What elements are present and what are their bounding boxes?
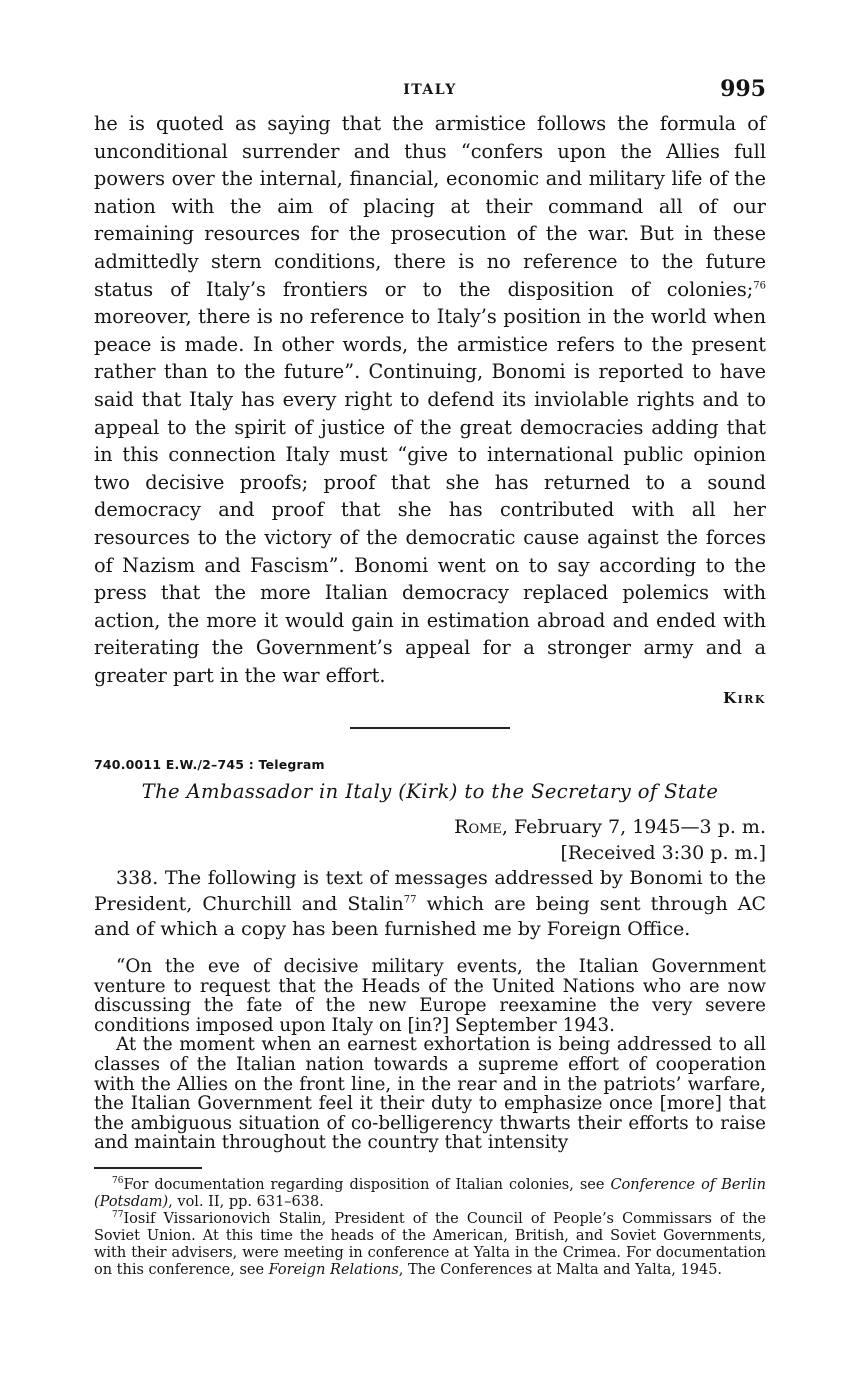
footnote-ref-77: 77 [403,894,417,906]
signature-kirk: Kirk [723,689,766,708]
telegram-paragraph [94,866,766,943]
dateline-place: Rome [454,816,502,839]
dateline [94,814,766,866]
running-title: ITALY [403,82,457,98]
footnote-ref-76: 76 [753,280,766,292]
quoted-paragraph-1: “On the eve of decisive military events, the Italian Government venture to request that the Heads of the United Nations who are now discussing the fate of the new Europe reexamine the very severe conditions imposed upon Italy on [in?] September 1943. [94,955,766,1036]
continuation-text-a: he is quoted as saying that the armistice follows the formula of unconditional surrender and thus “confers upon the Allies full powers over the internal, financial, economic and military life of the nation with the aim of placing at their command all of our remaining resources for the prosecution of the war. But in these admittedly stern conditions, there is no reference to the future status of Italy’s frontiers or to the disposition of colonies; [94,112,766,301]
footnote-77-mark: 77 [112,1210,124,1221]
footnote-77-italic: Foreign Relations [268,1261,399,1278]
dateline-received: [Received 3:30 p. m.] [560,842,766,865]
quoted-paragraph-2: At the moment when an earnest exhortation is being addressed to all classes of the Italian nation towards a supreme effort of cooperation with the Allies on the front line, in the rear and in the patriots’ warfare, the Italian Government feel it their duty to emphasize once [more] that the ambiguous situation of co-belligerency thwarts their efforts to raise and maintain throughout the country that intensity [94,1034,766,1154]
footnote-divider [94,1167,202,1169]
footnotes [94,1177,766,1279]
telegram-text-b: which are being sent through AC and of which a copy has been furnished me by Foreign Office. [94,892,766,941]
page-number: 995 [720,76,766,102]
document-page [94,76,766,1279]
footnote-76-text-a: For documentation regarding disposition of Italian colonies, see [123,1176,611,1193]
continuation-text-b: moreover, there is no reference to Italy’s position in the world when peace is made. In other words, the armistice refers to the present rather than to the future”. Continuing, Bonomi is reported to have said that Italy has every right to defend its inviolable rights and to appeal to the spirit of justice of the great democracies adding that in this connection Italy must “give to international public opinion two decisive proofs; proof that she has returned to a sound democracy and proof that she has contributed with all her resources to the victory of the democratic cause against the forces of Nazism and Fascism”. Bonomi went on to say according to the press that the more Italian democracy replaced polemics with action, the more it would gain in estimation abroad and ended with reiterating the Government’s appeal for a stronger army and a greater part in the war effort. [94,305,766,687]
telegram-text-a: 338. The following is text of messages addressed by Bonomi to the President, Churchill and Stalin [94,867,766,915]
section-divider [350,727,510,729]
footnote-76 [94,1177,766,1211]
continuation-text [94,110,766,689]
document-heading: The Ambassador in Italy (Kirk) to the Secretary of State [141,780,719,804]
continuation-paragraph [94,110,766,689]
document-file-number: 740.0011 E.W./2–745 : Telegram [94,757,325,773]
running-head [94,76,766,110]
footnote-76-text-b: , vol. II, pp. 631–638. [168,1193,324,1210]
footnote-76-italic: Conference of Berlin (Potsdam) [94,1176,767,1210]
dateline-sent [94,814,766,840]
footnote-76-mark: 76 [112,1176,124,1187]
telegram-intro [94,866,766,943]
quoted-message [94,957,766,1153]
dateline-date: , February 7, 1945—3 p. m. [501,816,766,839]
footnote-77-text-b: , The Conferences at Malta and Yalta, 1945. [398,1261,723,1278]
footnote-77-text-a: Iosif Vissarionovich Stalin, President of the Council of People’s Commissars of the Soviet Union. At this time the heads of the American, British, and Soviet Governments, with their advisers, were meeting in conference at Yalta in the Crimea. For documentation on this conference, see [94,1210,766,1278]
footnote-77 [94,1211,766,1279]
